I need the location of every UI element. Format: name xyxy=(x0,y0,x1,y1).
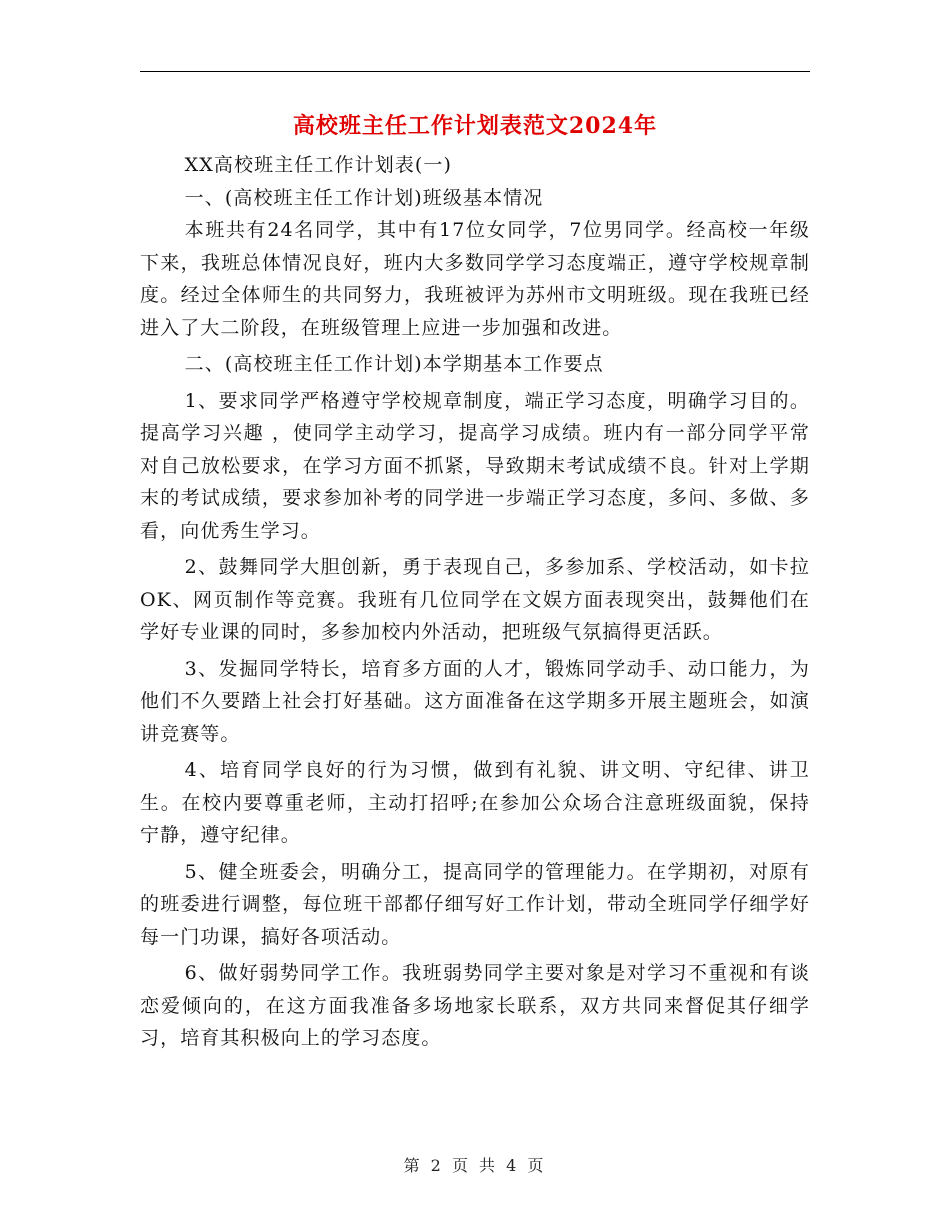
document-title: 高校班主任工作计划表范文2024年 xyxy=(292,113,658,139)
point-6: 6、做好弱势同学工作。我班弱势同学主要对象是对学习不重视和有谈恋爱倾向的，在这方面我准备多场地家长联系，双方共同来督促其仔细学习，培育其积极向上的学习态度。 xyxy=(140,962,810,1049)
section-2-heading: 二、(高校班主任工作计划)本学期基本工作要点 xyxy=(184,353,604,375)
header-rule xyxy=(140,71,810,72)
document-body xyxy=(140,149,810,1055)
point-4: 4、培育同学良好的行为习惯，做到有礼貌、讲文明、守纪律、讲卫生。在校内要尊重老师，主动打招呼;在参加公众场合注意班级面貌，保持宁静，遵守纪律。 xyxy=(140,759,810,846)
subtitle: XX高校班主任工作计划表(一) xyxy=(184,154,453,176)
page-number: 第 2 页 共 4 页 xyxy=(403,1156,547,1175)
section-1-body: 本班共有24名同学，其中有17位女同学，7位男同学。经高校一年级下来，我班总体情况良好，班内大多数同学学习态度端正，遵守学校规章制度。经过全体师生的共同努力，我班被评为苏州市文明班级。现在我班已经进入了大二阶段，在班级管理上应进一步加强和改进。 xyxy=(140,219,810,339)
point-5: 5、健全班委会，明确分工，提高同学的管理能力。在学期初，对原有的班委进行调整，每位班干部都仔细写好工作计划，带动全班同学仔细学好每一门功课，搞好各项活动。 xyxy=(140,860,810,948)
point-3: 3、发掘同学特长，培育多方面的人才，锻炼同学动手、动口能力，为他们不久要踏上社会打好基础。这方面准备在这学期多开展主题班会，如演讲竞赛等。 xyxy=(140,657,810,745)
point-1: 1、要求同学严格遵守学校规章制度，端正学习态度，明确学习目的。提高学习兴趣 ，使同学主动学习，提高学习成绩。班内有一部分同学平常对自己放松要求，在学习方面不抓紧，导致期末考试成绩不良。针对上学期末的考试成绩，要求参加补考的同学进一步端正学习态度，多问、多做、多看，向优秀生学习。 xyxy=(140,389,810,542)
section-1-heading: 一、(高校班主任工作计划)班级基本情况 xyxy=(184,186,544,209)
point-2: 2、鼓舞同学大胆创新，勇于表现自己，多参加系、学校活动，如卡拉OK、网页制作等竞赛。我班有几位同学在文娱方面表现突出，鼓舞他们在学好专业课的同时，多参加校内外活动，把班级气氛搞得更活跃。 xyxy=(140,556,810,643)
